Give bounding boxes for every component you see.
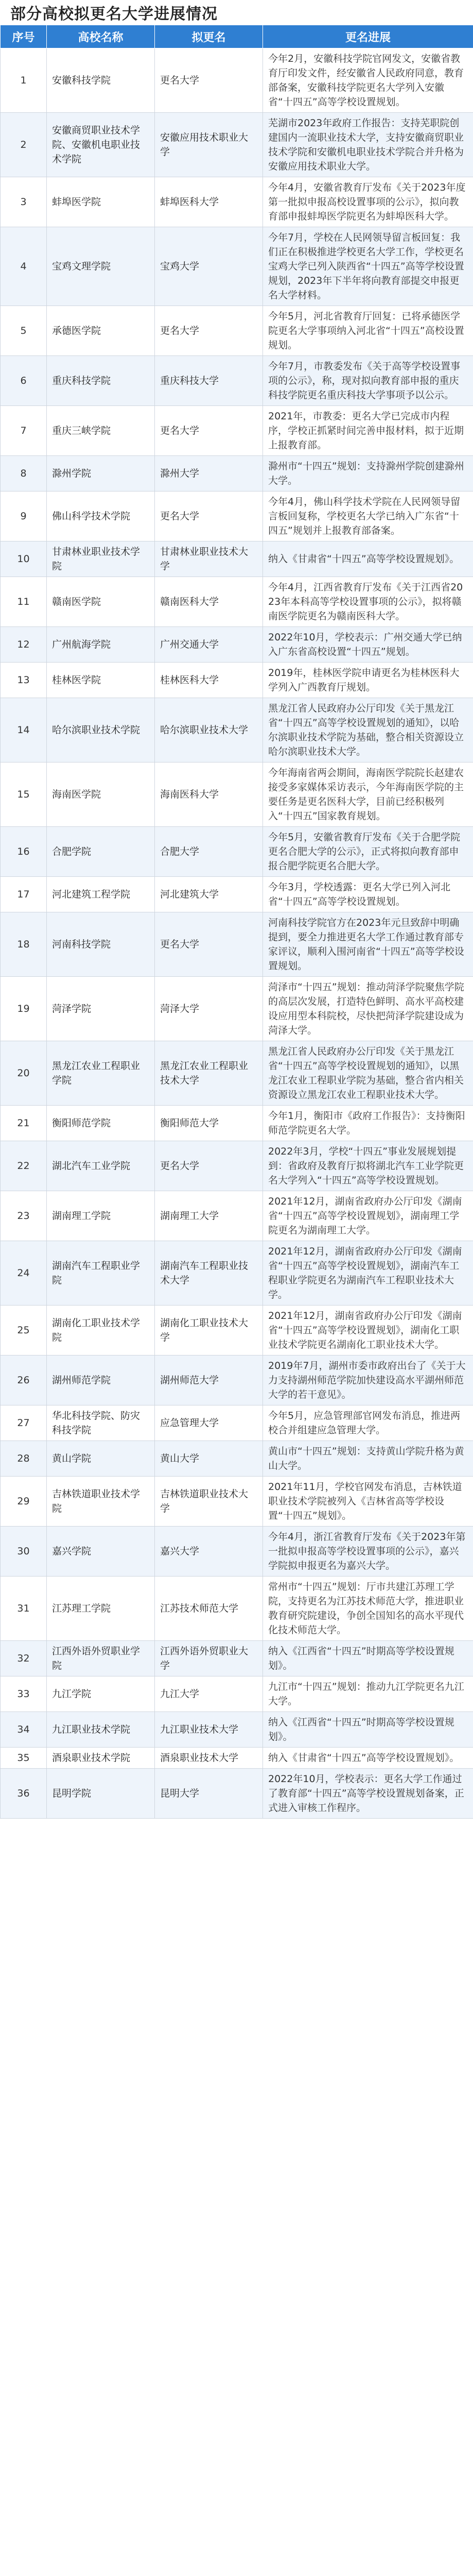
progress-text: 2022年10月，学校表示：更名大学工作通过了教育部“十四五”高等学校设置规划备案，正式进入审核工作程序。 [263, 1769, 473, 1819]
school-name: 海南医学院 [47, 762, 155, 827]
table-row [1, 492, 473, 541]
row-number: 36 [1, 1769, 47, 1819]
row-number: 31 [1, 1577, 47, 1641]
school-name: 黑龙江农业工程职业学院 [47, 1041, 155, 1106]
school-name: 菏泽学院 [47, 977, 155, 1041]
new-name: 嘉兴大学 [155, 1527, 263, 1577]
progress-text: 滁州市“十四五”规划：支持滁州学院创建滁州大学。 [263, 456, 473, 492]
school-name: 桂林医学院 [47, 663, 155, 698]
progress-text: 今年5月，应急管理部官网发布消息，推进两校合并组建应急管理大学。 [263, 1405, 473, 1441]
progress-text: 今年5月，河北省教育厅回复：已将承德医学院更名大学事项纳入河北省“十四五”高校设置规划。 [263, 306, 473, 356]
row-number: 29 [1, 1477, 47, 1527]
table-row [1, 827, 473, 877]
progress-text: 2022年10月，学校表示：广州交通大学已纳入广东省高校设置“十四五”规划。 [263, 627, 473, 663]
progress-text: 今年4月，江西省教育厅发布《关于江西省2023年本科高等学校设置事项的公示》，拟将赣南医学院更名为赣南医科大学。 [263, 577, 473, 627]
progress-text: 纳入《甘肃省“十四五”高等学校设置规划》。 [263, 1748, 473, 1769]
table-header [1, 25, 473, 48]
school-name: 河北建筑工程学院 [47, 877, 155, 912]
new-name: 酒泉职业技术大学 [155, 1748, 263, 1769]
progress-text: 2019年，桂林医学院申请更名为桂林医科大学列入广西教育厅规划。 [263, 663, 473, 698]
table-row [1, 227, 473, 306]
row-number: 28 [1, 1441, 47, 1477]
progress-text: 纳入《江西省“十四五”时期高等学校设置规划》。 [263, 1641, 473, 1676]
new-name: 湖南理工大学 [155, 1191, 263, 1241]
school-name: 哈尔滨职业技术学院 [47, 698, 155, 762]
row-number: 5 [1, 306, 47, 356]
table-row [1, 877, 473, 912]
new-name: 黄山大学 [155, 1441, 263, 1477]
school-name: 衡阳师范学院 [47, 1106, 155, 1141]
school-name: 佛山科学技术学院 [47, 492, 155, 541]
row-number: 35 [1, 1748, 47, 1769]
table-row [1, 762, 473, 827]
row-number: 21 [1, 1106, 47, 1141]
school-name: 湖南化工职业技术学院 [47, 1306, 155, 1355]
table-row [1, 663, 473, 698]
row-number: 9 [1, 492, 47, 541]
progress-text: 今年海南省两会期间，海南医学院院长赵建农接受多家媒体采访表示，今年海南医学院的主要任务是更名医科大学，目前已经积极列入“十四五”国家教育规划。 [263, 762, 473, 827]
progress-text: 河南科技学院官方在2023年元旦致辞中明确提到，要全力推进更名大学工作通过教育部专家评议，顺利入围河南省“十四五”高等学校设置规划。 [263, 912, 473, 977]
new-name: 湖南化工职业技术大学 [155, 1306, 263, 1355]
header-school-name: 高校名称 [47, 25, 155, 48]
table-row [1, 1141, 473, 1191]
progress-text: 今年4月，安徽省教育厅发布《关于2023年度第一批拟申报高校设置事项的公示》，拟向教育部申报蚌埠医学院更名为蚌埠医科大学。 [263, 177, 473, 227]
table-row [1, 1405, 473, 1441]
new-name: 昆明大学 [155, 1769, 263, 1819]
school-name: 酒泉职业技术学院 [47, 1748, 155, 1769]
new-name: 江西外语外贸职业大学 [155, 1641, 263, 1676]
new-name: 湖州师范大学 [155, 1355, 263, 1405]
header-new-name: 拟更名 [155, 25, 263, 48]
progress-text: 2021年12月，湖南省政府办公厅印发《湖南省“十四五”高等学校设置规划》，湖南汽车工程职业学院更名为湖南汽车工程职业技术大学。 [263, 1241, 473, 1306]
row-number: 30 [1, 1527, 47, 1577]
row-number: 6 [1, 356, 47, 406]
row-number: 12 [1, 627, 47, 663]
progress-text: 今年3月，学校透露：更名大学已列入河北省“十四五”高等学校设置规划。 [263, 877, 473, 912]
new-name: 甘肃林业职业技术大学 [155, 541, 263, 577]
progress-text: 黑龙江省人民政府办公厅印发《关于黑龙江省“十四五”高等学校设置规划的通知》，以哈尔滨职业技术学院为基础，整合相关资源设立哈尔滨职业技术大学。 [263, 698, 473, 762]
row-number: 33 [1, 1676, 47, 1712]
row-number: 1 [1, 48, 47, 113]
new-name: 更名大学 [155, 306, 263, 356]
school-name: 宝鸡文理学院 [47, 227, 155, 306]
table-row [1, 1355, 473, 1405]
new-name: 更名大学 [155, 1141, 263, 1191]
row-number: 17 [1, 877, 47, 912]
new-name: 更名大学 [155, 406, 263, 456]
progress-text: 九江市“十四五”规划：推动九江学院更名九江大学。 [263, 1676, 473, 1712]
progress-text: 今年7月，市教委发布《关于高等学校设置事项的公示》，称，现对拟向教育部申报的重庆科技学院更名重庆科技大学事项予以公示。 [263, 356, 473, 406]
new-name: 应急管理大学 [155, 1405, 263, 1441]
school-name: 九江学院 [47, 1676, 155, 1712]
row-number: 13 [1, 663, 47, 698]
progress-text: 今年2月，安徽科技学院官网发文，安徽省教育厅印发文件，经安徽省人民政府同意，教育部备案，安徽科技学院更名大学列入安徽省“十四五”高等学校设置规划。 [263, 48, 473, 113]
progress-text: 2022年3月，学校“十四五”事业发展规划提到：省政府及教育厅拟将湖北汽车工业学院更名大学列入“十四五”高等学校设置规划。 [263, 1141, 473, 1191]
table-row [1, 456, 473, 492]
new-name: 合肥大学 [155, 827, 263, 877]
new-name: 江苏技术师范大学 [155, 1577, 263, 1641]
row-number: 7 [1, 406, 47, 456]
header-row [1, 25, 473, 48]
progress-text: 黄山市“十四五”规划：支持黄山学院升格为黄山大学。 [263, 1441, 473, 1477]
new-name: 广州交通大学 [155, 627, 263, 663]
new-name: 河北建筑大学 [155, 877, 263, 912]
row-number: 23 [1, 1191, 47, 1241]
new-name: 更名大学 [155, 48, 263, 113]
progress-text: 纳入《江西省“十四五”时期高等学校设置规划》。 [263, 1712, 473, 1748]
new-name: 吉林铁道职业技术大学 [155, 1477, 263, 1527]
school-name: 安徽科技学院 [47, 48, 155, 113]
school-name: 甘肃林业职业技术学院 [47, 541, 155, 577]
row-number: 15 [1, 762, 47, 827]
progress-text: 今年1月，衡阳市《政府工作报告》：支持衡阳师范学院更名大学。 [263, 1106, 473, 1141]
table-row [1, 977, 473, 1041]
table-row [1, 912, 473, 977]
school-name: 吉林铁道职业技术学院 [47, 1477, 155, 1527]
row-number: 19 [1, 977, 47, 1041]
row-number: 11 [1, 577, 47, 627]
row-number: 10 [1, 541, 47, 577]
table-row [1, 177, 473, 227]
new-name: 更名大学 [155, 492, 263, 541]
new-name: 海南医科大学 [155, 762, 263, 827]
table-row [1, 1676, 473, 1712]
table-body [1, 48, 473, 1819]
title-bar [0, 0, 473, 25]
table-row [1, 1577, 473, 1641]
new-name: 赣南医科大学 [155, 577, 263, 627]
new-name: 蚌埠医科大学 [155, 177, 263, 227]
row-number: 3 [1, 177, 47, 227]
progress-table [0, 25, 473, 1819]
table-row [1, 48, 473, 113]
table-row [1, 1041, 473, 1106]
row-number: 32 [1, 1641, 47, 1676]
school-name: 河南科技学院 [47, 912, 155, 977]
row-number: 27 [1, 1405, 47, 1441]
school-name: 昆明学院 [47, 1769, 155, 1819]
school-name: 赣南医学院 [47, 577, 155, 627]
row-number: 24 [1, 1241, 47, 1306]
new-name: 衡阳师范大学 [155, 1106, 263, 1141]
table-row [1, 1769, 473, 1819]
progress-text: 今年4月，佛山科学技术学院在人民网领导留言板回复称，学校更名大学已纳入广东省“十四五”规划并上报教育部备案。 [263, 492, 473, 541]
table-row [1, 1306, 473, 1355]
new-name: 安徽应用技术职业大学 [155, 113, 263, 177]
progress-text: 今年5月，安徽省教育厅发布《关于合肥学院更名合肥大学的公示》，正式将拟向教育部申报合肥学院更名合肥大学。 [263, 827, 473, 877]
table-row [1, 406, 473, 456]
table-row [1, 541, 473, 577]
school-name: 华北科技学院、防灾科技学院 [47, 1405, 155, 1441]
progress-text: 黑龙江省人民政府办公厅印发《关于黑龙江省“十四五”高等学校设置规划的通知》，以黑龙江农业工程职业学院为基础，整合省内相关资源设立黑龙江农业工程职业技术大学。 [263, 1041, 473, 1106]
table-row [1, 1641, 473, 1676]
progress-text: 今年7月，学校在人民网领导留言板回复：我们正在积极推进学校更名大学工作，学校更名宝鸡大学已列入陕西省“十四五”高等学校设置规划，2023年下半年将向教育部提交申报更名大学材料。 [263, 227, 473, 306]
page-title: 部分高校拟更名大学进展情况 [10, 5, 218, 23]
row-number: 8 [1, 456, 47, 492]
row-number: 16 [1, 827, 47, 877]
school-name: 江苏理工学院 [47, 1577, 155, 1641]
school-name: 九江职业技术学院 [47, 1712, 155, 1748]
new-name: 更名大学 [155, 912, 263, 977]
table-row [1, 1527, 473, 1577]
progress-text: 2021年12月，湖南省政府办公厅印发《湖南省“十四五”高等学校设置规划》，湖南理工学院更名为湖南理工大学。 [263, 1191, 473, 1241]
row-number: 26 [1, 1355, 47, 1405]
header-progress: 更名进展 [263, 25, 473, 48]
school-name: 蚌埠医学院 [47, 177, 155, 227]
row-number: 22 [1, 1141, 47, 1191]
progress-text: 芜湖市2023年政府工作报告：支持芜职院创建国内一流职业技术大学，支持安徽商贸职业技术学院和安徽机电职业技术学院合并升格为安徽应用技术职业大学。 [263, 113, 473, 177]
header-no: 序号 [1, 25, 47, 48]
row-number: 14 [1, 698, 47, 762]
school-name: 滁州学院 [47, 456, 155, 492]
progress-text: 2019年7月，湖州市委市政府出台了《关于大力支持湖州师范学院加快建设高水平湖州师范大学的若干意见》。 [263, 1355, 473, 1405]
table-row [1, 1712, 473, 1748]
progress-text: 常州市“十四五”规划：厅市共建江苏理工学院，支持更名为江苏技术师范大学，推进职业教育研究院建设，争创全国知名的高水平现代化技术师范大学。 [263, 1577, 473, 1641]
school-name: 湖州师范学院 [47, 1355, 155, 1405]
school-name: 湖北汽车工业学院 [47, 1141, 155, 1191]
school-name: 湖南汽车工程职业学院 [47, 1241, 155, 1306]
row-number: 25 [1, 1306, 47, 1355]
new-name: 九江大学 [155, 1676, 263, 1712]
new-name: 哈尔滨职业技术大学 [155, 698, 263, 762]
row-number: 18 [1, 912, 47, 977]
progress-text: 2021年12月，湖南省政府办公厅印发《湖南省“十四五”高等学校设置规划》，湖南化工职业技术学院更名湖南化工职业技术大学。 [263, 1306, 473, 1355]
progress-text: 2021年，市教委：更名大学已完成市内程序，学校正抓紧时间完善申报材料，拟于近期上报教育部。 [263, 406, 473, 456]
school-name: 湖南理工学院 [47, 1191, 155, 1241]
school-name: 合肥学院 [47, 827, 155, 877]
progress-text: 2021年11月，学校官网发布消息，吉林铁道职业技术学院被列入《吉林省高等学校设置“十四五”规划》。 [263, 1477, 473, 1527]
table-row [1, 1441, 473, 1477]
row-number: 2 [1, 113, 47, 177]
school-name: 黄山学院 [47, 1441, 155, 1477]
progress-text: 菏泽市“十四五”规划：推动菏泽学院聚焦学院的高层次发展，打造特色鲜明、高水平高校建设应用型本科院校，尽快把菏泽学院建设成为菏泽大学。 [263, 977, 473, 1041]
row-number: 20 [1, 1041, 47, 1106]
table-row [1, 1106, 473, 1141]
table-row [1, 306, 473, 356]
school-name: 安徽商贸职业技术学院、安徽机电职业技术学院 [47, 113, 155, 177]
table-row [1, 577, 473, 627]
new-name: 九江职业技术大学 [155, 1712, 263, 1748]
new-name: 黑龙江农业工程职业技术大学 [155, 1041, 263, 1106]
table-row [1, 627, 473, 663]
table-row [1, 113, 473, 177]
progress-text: 今年4月，浙江省教育厅发布《关于2023年第一批拟申报高等学校设置事项的公示》，嘉兴学院拟申报更名为嘉兴大学。 [263, 1527, 473, 1577]
new-name: 湖南汽车工程职业技术大学 [155, 1241, 263, 1306]
table-row [1, 356, 473, 406]
table-row [1, 1241, 473, 1306]
table-row [1, 698, 473, 762]
new-name: 重庆科技大学 [155, 356, 263, 406]
table-row [1, 1191, 473, 1241]
school-name: 江西外语外贸职业学院 [47, 1641, 155, 1676]
school-name: 重庆三峡学院 [47, 406, 155, 456]
new-name: 宝鸡大学 [155, 227, 263, 306]
school-name: 重庆科技学院 [47, 356, 155, 406]
new-name: 滁州大学 [155, 456, 263, 492]
progress-text: 纳入《甘肃省“十四五”高等学校设置规划》。 [263, 541, 473, 577]
row-number: 4 [1, 227, 47, 306]
table-row [1, 1477, 473, 1527]
row-number: 34 [1, 1712, 47, 1748]
new-name: 桂林医科大学 [155, 663, 263, 698]
table-row [1, 1748, 473, 1769]
school-name: 承德医学院 [47, 306, 155, 356]
school-name: 嘉兴学院 [47, 1527, 155, 1577]
new-name: 菏泽大学 [155, 977, 263, 1041]
school-name: 广州航海学院 [47, 627, 155, 663]
